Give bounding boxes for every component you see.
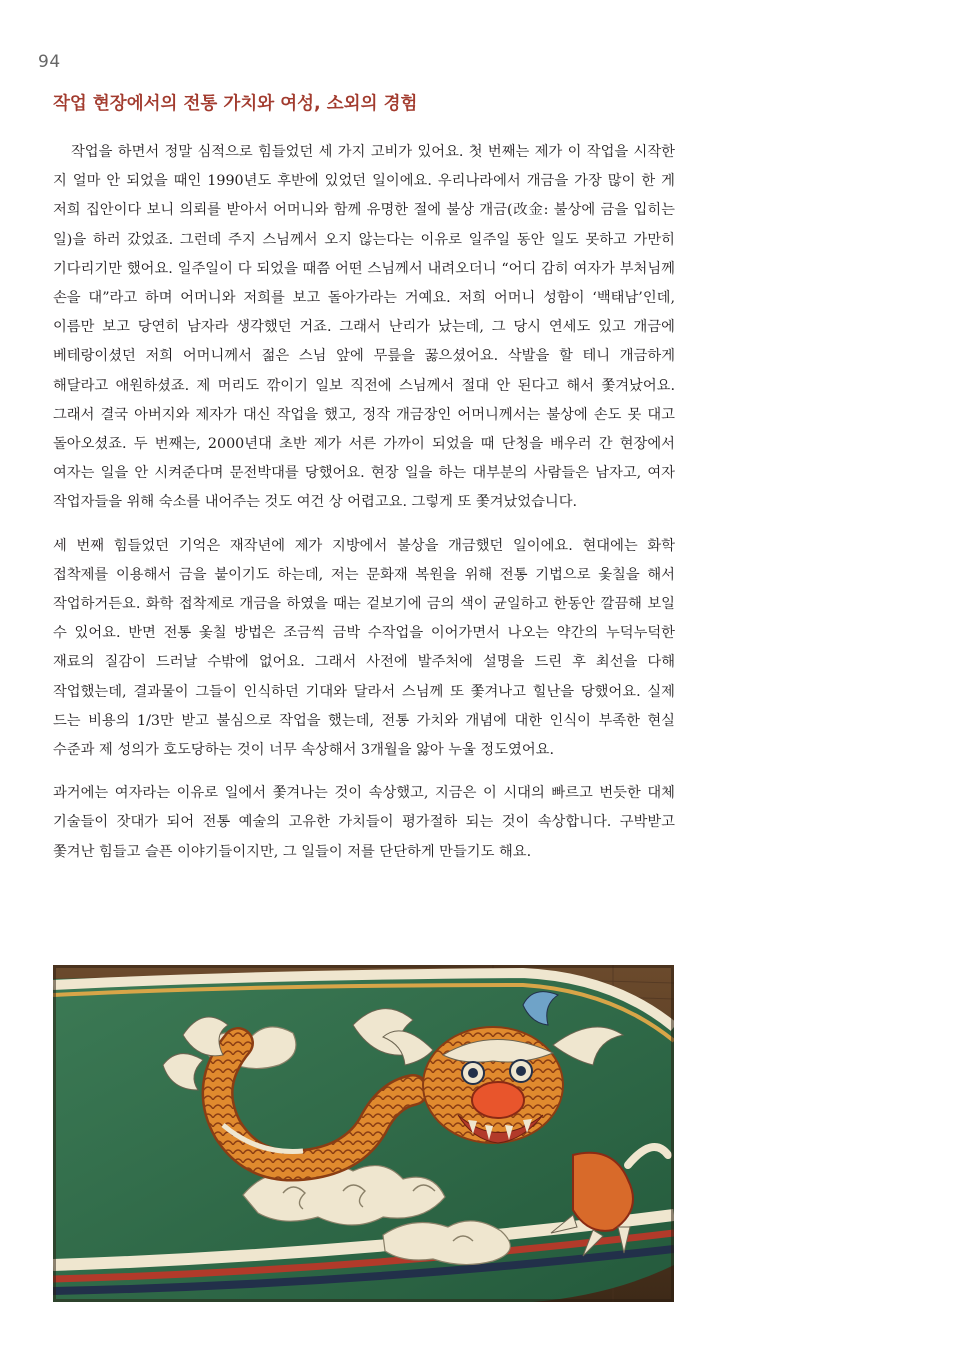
paragraph: 세 번째 힘들었던 기억은 재작년에 제가 지방에서 불상을 개금했던 일이에요. 현대에는 화학 접착제를 이용해서 금을 붙이기도 하는데, 저는 문화재 복원을 위해 전통 기법으로 옻칠을 해서 작업하거든요. 화학 접착제로 개금을 하였을 때는 겉보기에 금의 색이 균일하고 한동안 깔끔해 보일 수 있어요. 반면 전통 옻칠 방법은 조금씩 금박 수작업을 이어가면서 나오는 약간의 누덕누덕한 재료의 질감이 드러날 수밖에 없어요. 그래서 사전에 발주처에 설명을 드린 후 최선을 다해 작업했는데, 결과물이 그들이 인식하던 기대와 달라서 스님께 또 쫓겨나고 힐난을 당했어요. 실제 드는 비용의 1/3만 받고 불심으로 작업을 했는데, 전통 가치와 개념에 대한 인식이 부족한 현실 수준과 제 성의가 호도당하는 것이 너무 속상해서 3개월을 앓아 누울 정도였어요. <box>53 537 675 759</box>
paragraph: 과거에는 여자라는 이유로 일에서 쫓겨나는 것이 속상했고, 지금은 이 시대의 빠르고 번듯한 대체 기술들이 잣대가 되어 전통 예술의 고유한 가치들이 평가절하 되는 것이 속상합니다. 구박받고 쫓겨난 힘들고 슬픈 이야기들이지만, 그 일들이 저를 단단하게 만들기도 해요. <box>53 785 675 860</box>
article-body <box>53 138 675 867</box>
dragon-painting-illustration <box>53 965 674 1302</box>
page-number: 94 <box>38 52 61 72</box>
section-title: 작업 현장에서의 전통 가치와 여성, 소외의 경험 <box>53 94 418 114</box>
paragraph: 작업을 하면서 정말 심적으로 힘들었던 세 가지 고비가 있어요. 첫 번째는 제가 이 작업을 시작한 지 얼마 안 되었을 때인 1990년도 후반에 있었던 일이에요. 우리나라에서 개금을 가장 많이 한 게 저희 집안이다 보니 의뢰를 받아서 어머니와 함께 유명한 절에 불상 개금(改金: 불상에 금을 입히는 일)을 하러 갔었죠. 그런데 주지 스님께서 오지 않는다는 이유로 일주일 동안 일도 못하고 가만히 기다리기만 했어요. 일주일이 다 되었을 때쯤 어떤 스님께서 내려오더니 “어디 감히 여자가 부처님께 손을 대”라고 하며 어머니와 저희를 보고 돌아가라는 거예요. 저희 어머니 성함이 ‘백태남’인데, 이름만 보고 당연히 남자라 생각했던 거죠. 그래서 난리가 났는데, 그 당시 연세도 있고 개금에 베테랑이셨던 저희 어머니께서 젊은 스님 앞에 무릎을 꿇으셨어요. 삭발을 할 테니 개금하게 해달라고 애원하셨죠. 제 머리도 깎이기 일보 직전에 스님께서 절대 안 된다고 해서 쫓겨났어요. 그래서 결국 아버지와 제자가 대신 작업을 했고, 정작 개금장인 어머니께서는 불상에 손도 못 대고 돌아오셨죠. 두 번째는, 2000년대 초반 제가 서른 가까이 되었을 때 단청을 배우러 간 현장에서 여자는 일을 안 시켜준다며 문전박대를 당했어요. 현장 일을 하는 대부분의 사람들은 남자고, 여자 작업자들을 위해 숙소를 내어주는 것도 여건 상 어렵고요. 그렇게 또 쫓겨났었습니다. <box>53 144 675 511</box>
dancheong-dragon-photo <box>53 965 674 1302</box>
